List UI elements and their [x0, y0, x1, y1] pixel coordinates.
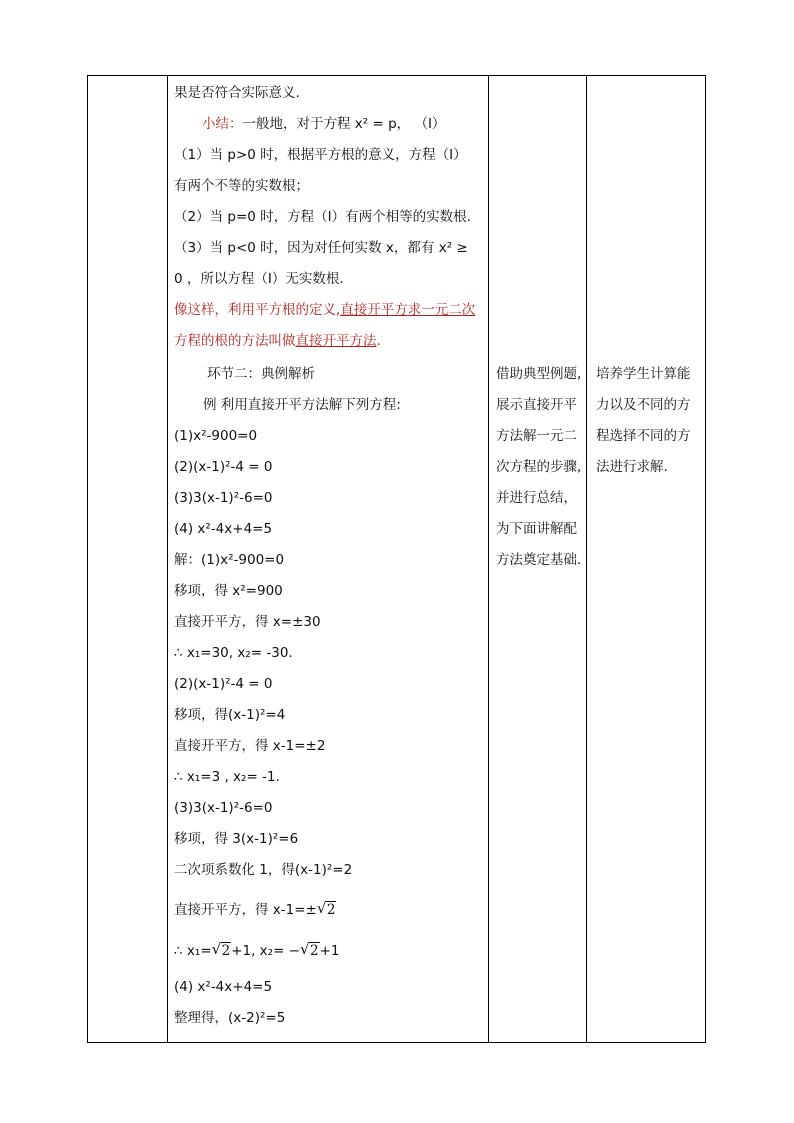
- solution-line: 移项，得 3(x-1)²=6: [174, 831, 299, 847]
- definition-period: .: [376, 333, 381, 349]
- sqrt-radicand: 2: [221, 943, 231, 959]
- section-heading: 环节二：典例解析: [207, 366, 315, 382]
- solution-line: [174, 942, 340, 960]
- table-bottom-border: [87, 1042, 706, 1043]
- text-line: 0 ，所以方程（Ⅰ）无实数根.: [174, 271, 344, 287]
- sqrt-symbol: [212, 942, 232, 960]
- equation-line: (1)x²-900=0: [174, 428, 258, 444]
- solution-line: 解：(1)x²-900=0: [174, 552, 285, 568]
- sqrt-radicand: 2: [310, 943, 319, 959]
- summary-text: 一般地，对于方程 x² = p， （Ⅰ）: [242, 116, 446, 132]
- summary-label: 小结：: [202, 116, 243, 132]
- goal-line: 程选择不同的方: [596, 428, 691, 444]
- solution-line: 二次项系数化 1，得(x-1)²=2: [174, 862, 353, 878]
- table-divider-1: [167, 75, 168, 1043]
- definition-text: 像这样，利用平方根的定义,: [174, 302, 341, 318]
- solution-text: +1, x₂= −: [231, 943, 300, 959]
- definition-line: [174, 332, 381, 350]
- goal-line: 法进行求解.: [596, 459, 668, 475]
- solution-line: 整理得，(x-2)²=5: [174, 1010, 286, 1026]
- design-intent-line: 展示直接开平: [496, 397, 577, 413]
- solution-line: (3)3(x-1)²-6=0: [174, 800, 273, 816]
- solution-line: (2)(x-1)²-4 = 0: [174, 676, 273, 692]
- solution-line: 移项，得(x-1)²=4: [174, 707, 286, 723]
- example-heading: 例 利用直接开平方法解下列方程:: [203, 397, 401, 413]
- solution-line: 直接开平方，得 x-1=±2: [174, 738, 326, 754]
- goal-line: 力以及不同的方: [596, 397, 691, 413]
- text-line: （3）当 p<0 时，因为对任何实数 x，都有 x² ≥: [174, 240, 468, 256]
- definition-text: 方程的根的方法叫做: [174, 333, 296, 349]
- design-intent-line: 方法解一元二: [496, 428, 577, 444]
- sqrt-symbol: [317, 901, 337, 919]
- goal-line: 培养学生计算能: [596, 366, 691, 382]
- table-border-right: [705, 75, 706, 1043]
- sqrt-symbol: [300, 942, 320, 960]
- table-divider-3: [586, 75, 587, 1043]
- solution-line: (4) x²-4x+4=5: [174, 979, 273, 995]
- text-line: 有两个不等的实数根；: [174, 178, 309, 194]
- design-intent-line: 为下面讲解配: [496, 521, 577, 537]
- design-intent-line: 并进行总结，: [496, 490, 577, 506]
- solution-line: ∴ x₁=30, x₂= -30.: [174, 645, 293, 661]
- definition-line: [174, 301, 475, 319]
- solution-line: [174, 901, 336, 919]
- table-top-border: [87, 75, 706, 76]
- table-divider-2: [488, 75, 489, 1043]
- design-intent-line: 次方程的步骤,: [496, 459, 582, 475]
- solution-line: ∴ x₁=3 , x₂= -1.: [174, 769, 280, 785]
- solution-text: ∴ x₁=: [174, 943, 212, 959]
- sqrt-radicand: 2: [326, 902, 336, 918]
- solution-text: 直接开平方，得 x-1=±: [174, 902, 317, 918]
- table-border-left: [87, 75, 88, 1043]
- definition-underlined: 直接开平方求一元二次: [340, 302, 476, 318]
- design-intent-line: 借助典型例题,: [496, 366, 582, 382]
- solution-line: 直接开平方，得 x=±30: [174, 614, 321, 630]
- solution-line: 移项，得 x²=900: [174, 583, 283, 599]
- text-line: （1）当 p>0 时，根据平方根的意义，方程（Ⅰ）: [174, 147, 467, 163]
- solution-text: +1: [319, 943, 340, 959]
- equation-line: (3)3(x-1)²-6=0: [174, 490, 273, 506]
- design-intent-line: 方法奠定基础.: [496, 552, 582, 568]
- equation-line: (4) x²-4x+4=5: [174, 521, 273, 537]
- text-line: 果是否符合实际意义.: [174, 85, 300, 101]
- summary-line: [174, 115, 445, 133]
- equation-line: (2)(x-1)²-4 = 0: [174, 459, 273, 475]
- term-direct-square-root: 直接开平方法: [295, 333, 377, 349]
- text-line: （2）当 p=0 时，方程（Ⅰ）有两个相等的实数根.: [174, 209, 471, 225]
